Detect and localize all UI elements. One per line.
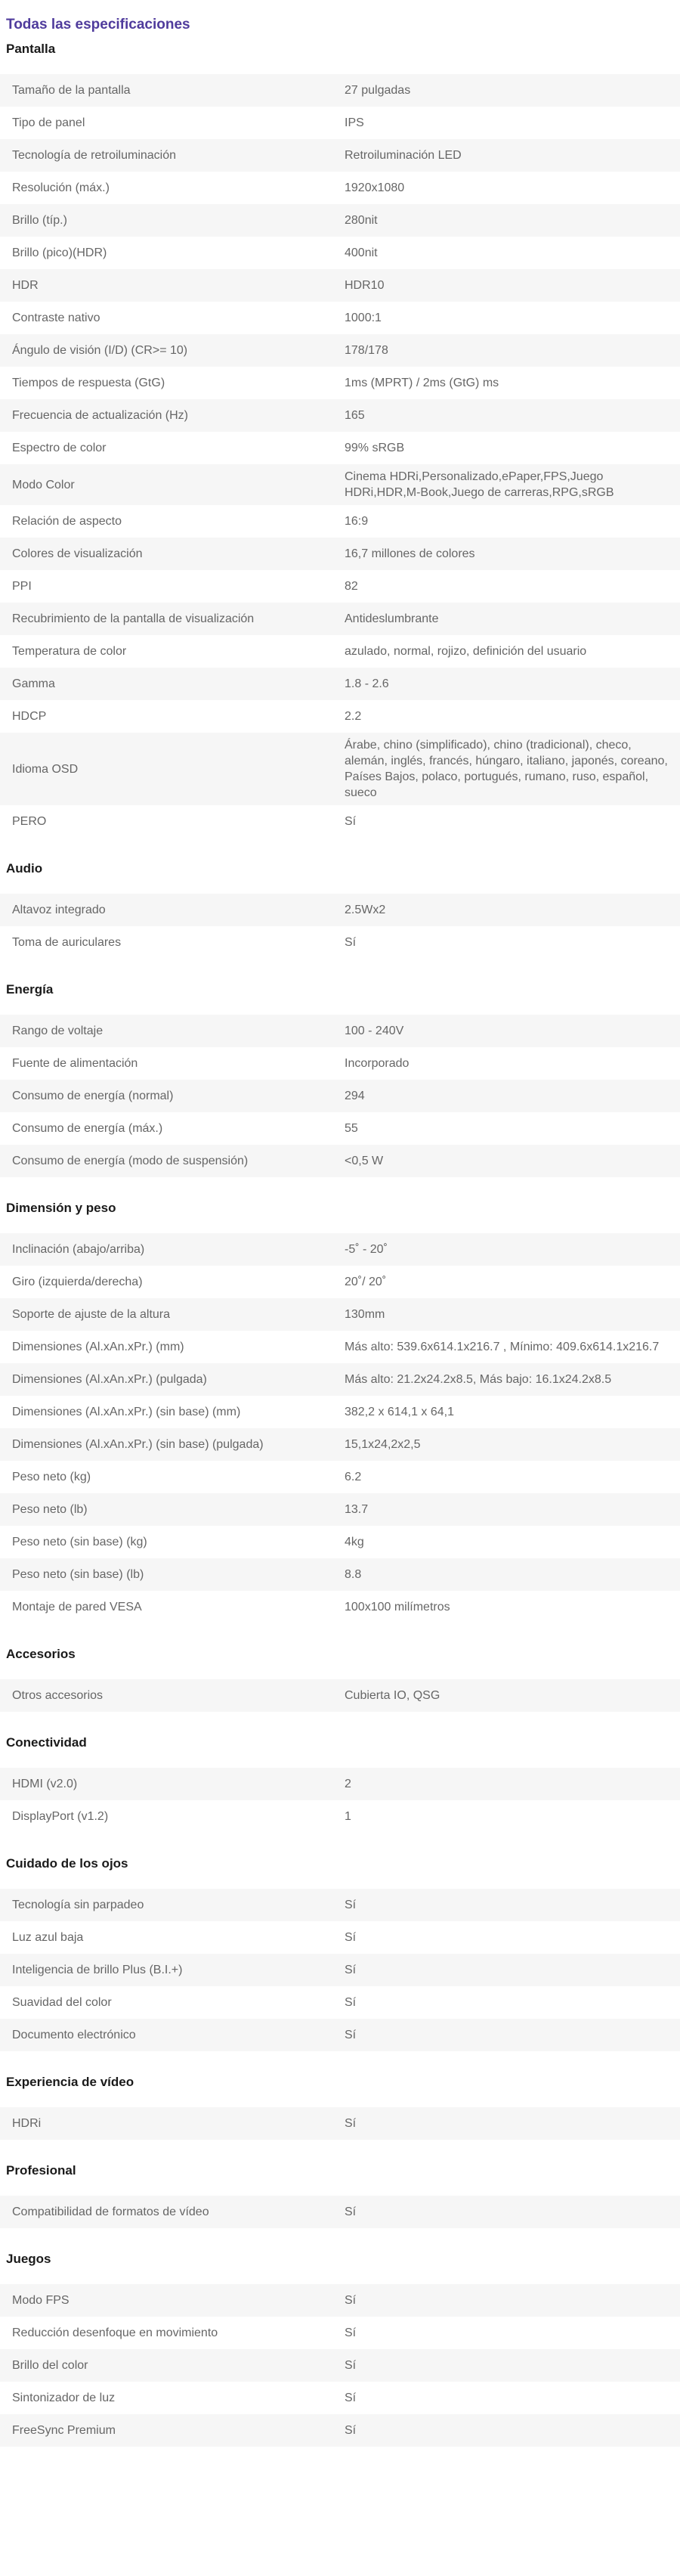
spec-row [0, 1800, 680, 1833]
spec-label: Consumo de energía (máx.) [12, 1122, 163, 1135]
spec-row [0, 1331, 680, 1363]
spec-row [0, 2196, 680, 2228]
section-title: Pantalla [6, 42, 56, 56]
spec-row [0, 464, 680, 505]
spec-value: 294 [345, 1090, 365, 1102]
spec-value: 82 [345, 580, 358, 593]
spec-value: 16,7 millones de colores [345, 547, 475, 560]
spec-label: HDR [12, 279, 39, 292]
spec-label: Tiempos de respuesta (GtG) [12, 377, 165, 389]
spec-row [0, 1047, 680, 1080]
spec-label: Dimensiones (Al.xAn.xPr.) (mm) [12, 1341, 184, 1353]
spec-label: Fuente de alimentación [12, 1057, 138, 1070]
spec-label: Rango de voltaje [12, 1025, 104, 1037]
spec-label: Modo FPS [12, 2294, 70, 2307]
spec-value: 1ms (MPRT) / 2ms (GtG) ms [345, 377, 499, 389]
spec-value: Sí [345, 2392, 357, 2404]
section-title: Accesorios [6, 1647, 76, 1661]
spec-label: HDCP [12, 710, 47, 723]
section-title: Conectividad [6, 1735, 87, 1750]
spec-row [0, 1233, 680, 1266]
spec-row [0, 603, 680, 635]
spec-row [0, 2349, 680, 2382]
spec-label: Reducción desenfoque en movimiento [12, 2326, 218, 2339]
spec-row [0, 1080, 680, 1112]
spec-value: Sí [345, 936, 357, 949]
spec-row [0, 1526, 680, 1558]
spec-label: Toma de auriculares [12, 936, 122, 949]
spec-label: Suavidad del color [12, 1996, 112, 2009]
section-title: Energía [6, 982, 54, 997]
spec-value: Cinema HDRi,Personalizado,ePaper,FPS,Juego HDRi,HDR,M-Book,Juego de carreras,RPG,sRGB [345, 470, 614, 499]
spec-value: Más alto: 539.6x614.1x216.7 , Mínimo: 409.6x614.1x216.7 [345, 1341, 660, 1353]
spec-label: Frecuencia de actualización (Hz) [12, 409, 188, 422]
spec-value: IPS [345, 116, 364, 129]
spec-label: Idioma OSD [12, 762, 79, 776]
spec-value: Sí [345, 2117, 357, 2130]
spec-label: Inclinación (abajo/arriba) [12, 1243, 145, 1256]
spec-label: PERO [12, 815, 47, 828]
spec-label: Ángulo de visión (I/D) (CR>= 10) [12, 344, 188, 357]
spec-value: Sí [345, 2359, 357, 2372]
spec-row [0, 399, 680, 432]
spec-row [0, 2284, 680, 2317]
spec-value: 4kg [345, 1536, 364, 1548]
spec-row [0, 1954, 680, 1986]
spec-row [0, 1679, 680, 1712]
spec-value: Sí [345, 1964, 357, 1976]
page-title: Todas las especificaciones [6, 17, 190, 33]
spec-section [0, 1638, 680, 1712]
spec-value: 15,1x24,2x2,5 [345, 1438, 421, 1451]
spec-value: 400nit [345, 246, 378, 259]
spec-row [0, 1015, 680, 1047]
spec-value: 8.8 [345, 1568, 362, 1581]
spec-label: Inteligencia de brillo Plus (B.I.+) [12, 1964, 183, 1976]
spec-label: Compatibilidad de formatos de vídeo [12, 2206, 209, 2218]
spec-value: 6.2 [345, 1471, 362, 1483]
spec-value: Sí [345, 1996, 357, 2009]
spec-label: Otros accesorios [12, 1689, 104, 1702]
spec-sections [0, 33, 680, 2447]
spec-label: Peso neto (sin base) (kg) [12, 1536, 147, 1548]
spec-row [0, 894, 680, 926]
spec-row [0, 139, 680, 172]
spec-row [0, 805, 680, 838]
section-title: Audio [6, 861, 43, 876]
spec-label: Peso neto (sin base) (lb) [12, 1568, 144, 1581]
spec-section [0, 2155, 680, 2228]
spec-section [0, 2243, 680, 2447]
spec-value: -5˚ - 20˚ [345, 1243, 388, 1256]
spec-label: Montaje de pared VESA [12, 1601, 142, 1613]
spec-row [0, 237, 680, 269]
spec-row [0, 926, 680, 959]
spec-label: Tipo de panel [12, 116, 85, 129]
spec-row [0, 269, 680, 302]
spec-label: FreeSync Premium [12, 2424, 116, 2437]
spec-label: Contraste nativo [12, 312, 100, 324]
spec-value: Sí [345, 2326, 357, 2339]
spec-row [0, 334, 680, 367]
spec-row [0, 1298, 680, 1331]
spec-row [0, 1986, 680, 2019]
spec-row [0, 505, 680, 538]
spec-label: Espectro de color [12, 442, 107, 454]
spec-value: 280nit [345, 214, 378, 227]
spec-row [0, 367, 680, 399]
spec-value: 178/178 [345, 344, 388, 357]
spec-value: Cubierta IO, QSG [345, 1689, 440, 1702]
spec-label: Altavoz integrado [12, 904, 106, 916]
spec-row [0, 1889, 680, 1921]
spec-value: Sí [345, 1931, 357, 1944]
spec-value: 13.7 [345, 1503, 369, 1516]
spec-value: 382,2 x 614,1 x 64,1 [345, 1406, 454, 1418]
spec-label: Peso neto (kg) [12, 1471, 91, 1483]
spec-label: Brillo (pico)(HDR) [12, 246, 107, 259]
spec-label: HDRi [12, 2117, 42, 2130]
spec-value: 55 [345, 1122, 358, 1135]
spec-value: 100x100 milímetros [345, 1601, 450, 1613]
spec-value: <0,5 W [345, 1155, 384, 1167]
spec-row [0, 1558, 680, 1591]
section-title: Dimensión y peso [6, 1201, 116, 1215]
spec-value: Incorporado [345, 1057, 410, 1070]
spec-row [0, 1112, 680, 1145]
spec-label: Relación de aspecto [12, 515, 122, 528]
spec-value: 27 pulgadas [345, 84, 411, 97]
spec-section [0, 1727, 680, 1833]
spec-value: 1.8 - 2.6 [345, 677, 389, 690]
spec-label: Tecnología de retroiluminación [12, 149, 177, 162]
spec-row [0, 2107, 680, 2140]
spec-row [0, 570, 680, 603]
spec-section [0, 1848, 680, 2051]
spec-value: Árabe, chino (simplificado), chino (tradicional), checo, alemán, inglés, francés, húngaro, italiano, japonés, coreano, Países Bajos, polaco, portugués, rumano, ruso, español, sueco [345, 739, 668, 799]
spec-row [0, 1396, 680, 1428]
spec-value: Retroiluminación LED [345, 149, 462, 162]
spec-label: Modo Color [12, 478, 75, 491]
spec-label: Resolución (máx.) [12, 181, 110, 194]
spec-row [0, 1266, 680, 1298]
spec-row [0, 1493, 680, 1526]
spec-label: Soporte de ajuste de la altura [12, 1308, 171, 1321]
spec-row [0, 204, 680, 237]
spec-label: Brillo del color [12, 2359, 88, 2372]
spec-row [0, 1145, 680, 1177]
spec-row [0, 1428, 680, 1461]
spec-row [0, 2414, 680, 2447]
spec-section [0, 2066, 680, 2140]
spec-section [0, 853, 680, 959]
spec-row [0, 2019, 680, 2051]
spec-label: Recubrimiento de la pantalla de visualización [12, 612, 255, 625]
spec-value: Sí [345, 1899, 357, 1911]
spec-label: PPI [12, 580, 32, 593]
spec-row [0, 2317, 680, 2349]
spec-row [0, 432, 680, 464]
spec-value: 1920x1080 [345, 181, 405, 194]
spec-row [0, 1921, 680, 1954]
spec-row [0, 1591, 680, 1623]
spec-value: Antideslumbrante [345, 612, 439, 625]
spec-row [0, 1363, 680, 1396]
section-title: Juegos [6, 2252, 51, 2266]
section-title: Cuidado de los ojos [6, 1856, 128, 1871]
spec-row [0, 538, 680, 570]
spec-section [0, 1192, 680, 1623]
spec-row [0, 668, 680, 700]
spec-value: 1000:1 [345, 312, 382, 324]
spec-value: azulado, normal, rojizo, definición del usuario [345, 645, 587, 658]
spec-label: Dimensiones (Al.xAn.xPr.) (pulgada) [12, 1373, 207, 1386]
spec-label: Tamaño de la pantalla [12, 84, 131, 97]
spec-row [0, 700, 680, 733]
spec-label: Documento electrónico [12, 2029, 136, 2041]
spec-value: 100 - 240V [345, 1025, 404, 1037]
spec-label: Brillo (típ.) [12, 214, 67, 227]
spec-row [0, 107, 680, 139]
spec-value: Sí [345, 2206, 357, 2218]
spec-label: Dimensiones (Al.xAn.xPr.) (sin base) (mm) [12, 1406, 241, 1418]
spec-value: 99% sRGB [345, 442, 405, 454]
spec-row [0, 635, 680, 668]
spec-label: Tecnología sin parpadeo [12, 1899, 144, 1911]
spec-value: 20˚/ 20˚ [345, 1276, 387, 1288]
spec-row [0, 172, 680, 204]
spec-value: 2.5Wx2 [345, 904, 386, 916]
spec-label: Colores de visualización [12, 547, 143, 560]
spec-value: HDR10 [345, 279, 385, 292]
spec-value: Sí [345, 815, 357, 828]
spec-label: Luz azul baja [12, 1931, 84, 1944]
spec-value: 1 [345, 1810, 351, 1823]
spec-value: 130mm [345, 1308, 385, 1321]
spec-row [0, 302, 680, 334]
spec-label: Giro (izquierda/derecha) [12, 1276, 143, 1288]
spec-row [0, 2382, 680, 2414]
spec-row [0, 74, 680, 107]
section-title: Profesional [6, 2163, 76, 2178]
spec-row [0, 1461, 680, 1493]
spec-value: Sí [345, 2424, 357, 2437]
spec-label: Gamma [12, 677, 55, 690]
spec-label: Dimensiones (Al.xAn.xPr.) (sin base) (pulgada) [12, 1438, 264, 1451]
spec-row [0, 1768, 680, 1800]
spec-label: Consumo de energía (modo de suspensión) [12, 1155, 249, 1167]
spec-value: Sí [345, 2294, 357, 2307]
section-title: Experiencia de vídeo [6, 2075, 134, 2089]
spec-label: DisplayPort (v1.2) [12, 1810, 109, 1823]
spec-value: Más alto: 21.2x24.2x8.5, Más bajo: 16.1x24.2x8.5 [345, 1373, 612, 1386]
spec-value: 2 [345, 1778, 351, 1790]
spec-label: Sintonizador de luz [12, 2392, 116, 2404]
spec-value: 165 [345, 409, 365, 422]
spec-value: 16:9 [345, 515, 369, 528]
spec-row [0, 733, 680, 805]
spec-section [0, 33, 680, 838]
spec-section [0, 974, 680, 1177]
spec-label: Peso neto (lb) [12, 1503, 88, 1516]
spec-value: 2.2 [345, 710, 362, 723]
spec-label: HDMI (v2.0) [12, 1778, 78, 1790]
spec-value: Sí [345, 2029, 357, 2041]
spec-label: Consumo de energía (normal) [12, 1090, 174, 1102]
spec-label: Temperatura de color [12, 645, 127, 658]
